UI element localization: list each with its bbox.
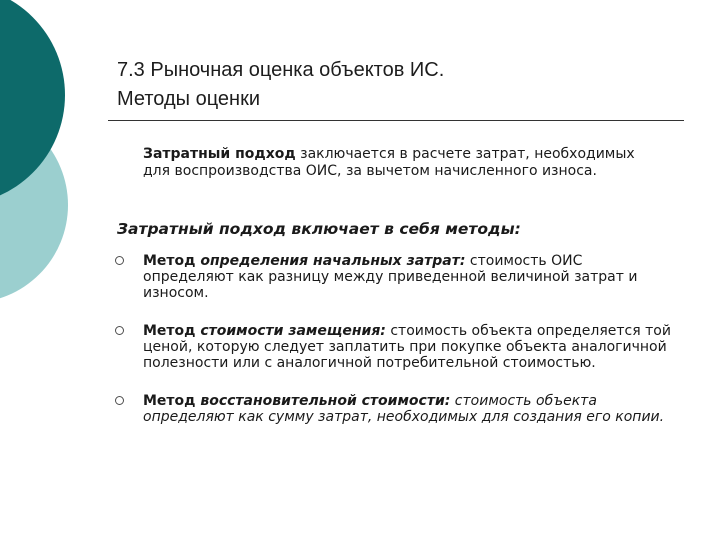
list-item — [115, 393, 675, 425]
methods-subheading: Затратный подход включает в себя методы: — [117, 220, 521, 238]
method-text: стоимость объекта определяется той ценой, которую следует заплатить при покупке объекта аналогичной полезности или с аналогичной потребительной стоимостью. — [143, 323, 671, 371]
method-text: стоимость ОИС определяют как разницу между приведенной величиной затрат и износом. — [143, 253, 638, 301]
intro-text: заключается в расчете затрат, необходимых для воспроизводства ОИС, за вычетом начисленного износа. — [143, 146, 635, 179]
method-text: стоимость объекта определяют как сумму затрат, необходимых для создания его копии. — [143, 393, 665, 425]
list-item — [115, 253, 675, 301]
circle-bullet-icon — [115, 396, 124, 405]
intro-term: Затратный подход — [143, 146, 296, 162]
title-divider — [108, 120, 684, 121]
slide-title — [117, 56, 677, 114]
methods-list — [115, 253, 675, 425]
circle-bullet-icon — [115, 326, 124, 335]
circle-bullet-icon — [115, 256, 124, 265]
method-name: восстановительной стоимости: — [200, 393, 451, 409]
method-name: стоимости замещения: — [200, 323, 386, 339]
intro-paragraph — [143, 146, 663, 180]
title-line-2: Методы оценки — [117, 88, 261, 110]
method-prefix: Метод — [143, 253, 201, 269]
title-line-1: 7.3 Рыночная оценка объектов ИС. — [117, 59, 445, 81]
method-prefix: Метод — [143, 323, 201, 339]
decorative-circles — [0, 0, 90, 300]
list-item — [115, 323, 675, 371]
method-prefix: Метод — [143, 393, 201, 409]
method-name: определения начальных затрат: — [200, 253, 466, 269]
